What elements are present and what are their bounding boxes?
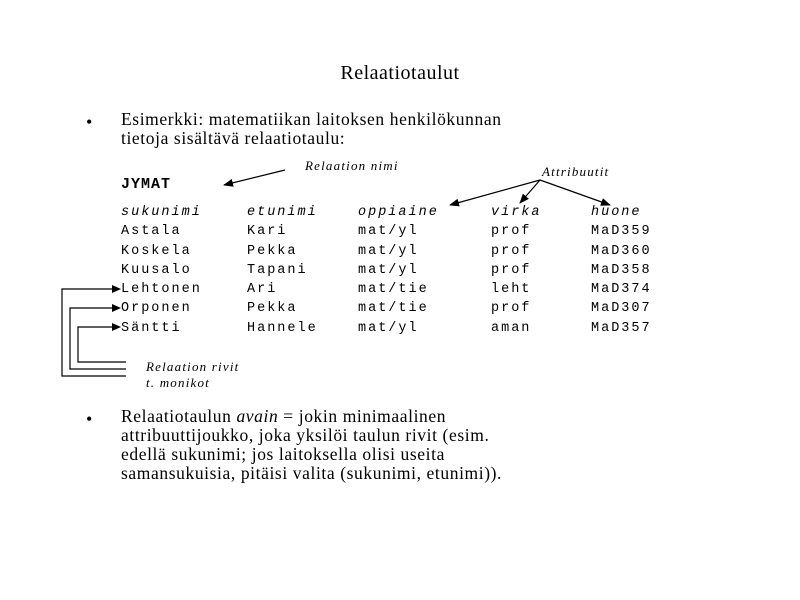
table-cell: mat/yl (358, 243, 419, 259)
table-cell: MaD360 (591, 243, 652, 259)
column-header: huone (591, 205, 642, 220)
table-cell: prof (491, 262, 532, 278)
table-cell: MaD307 (591, 301, 652, 317)
table-cell: Hannele (247, 320, 318, 336)
table-cell: Orponen (121, 301, 192, 317)
attributes-annotation: Attribuutit (542, 164, 610, 179)
column-header: oppiaine (358, 205, 439, 220)
bullet-2-line-2: attribuuttijoukko, joka yksilöi taulun rivit (esim. (121, 425, 490, 445)
bullet-1-line-1: Esimerkki: matematiikan laitoksen henkilökunnan (121, 109, 502, 129)
table-cell: prof (491, 301, 532, 317)
table-cell: leht (491, 282, 532, 298)
table-cell: mat/tie (358, 301, 429, 317)
table-cell: mat/yl (358, 262, 419, 278)
table-cell: Kari (247, 224, 288, 240)
table-cell: Astala (121, 224, 182, 240)
bullet-2-line-4: samansukuisia, pitäisi valita (sukunimi, etunimi)). (121, 463, 503, 483)
attribute-arrow-virka (520, 180, 540, 203)
table-cell: Ari (247, 282, 278, 298)
relation-name-annotation: Relaation nimi (305, 158, 399, 173)
bullet-2-line-1-start: Relaatiotaulun (121, 406, 237, 426)
table-cell: MaD358 (591, 262, 652, 278)
column-header: etunimi (247, 205, 318, 220)
row-arrowhead-orponen (112, 304, 121, 312)
row-arrowhead-santti (112, 323, 121, 331)
table-cell: mat/yl (358, 224, 419, 240)
table-cell: Tapani (247, 262, 308, 278)
relation-name-arrow (224, 170, 285, 185)
bullet-1-marker: • (86, 112, 93, 132)
column-header: sukunimi (121, 205, 202, 220)
relation-rows-line-2: t. monikot (146, 375, 210, 390)
table-cell: Lehtonen (121, 282, 202, 298)
attribute-arrow-oppiaine (450, 180, 540, 205)
table-cell: Kuusalo (121, 262, 192, 278)
table-cell: mat/tie (358, 282, 429, 298)
bullet-2-line-1-end: = jokin minimaalinen (278, 406, 447, 426)
table-cell: Pekka (247, 301, 298, 317)
table-cell: Koskela (121, 243, 192, 259)
table-cell: MaD359 (591, 224, 652, 240)
row-bracket-santti (78, 327, 126, 362)
key-term: avain (236, 406, 279, 426)
table-name: JYMAT (121, 176, 172, 193)
table-cell: mat/yl (358, 320, 419, 336)
page-title: Relaatiotaulut (340, 62, 460, 84)
table-cell: MaD374 (591, 282, 652, 298)
bullet-2-marker: • (86, 409, 93, 429)
table-cell: Säntti (121, 320, 182, 336)
bullet-2-text (121, 407, 502, 483)
table-cell: prof (491, 224, 532, 240)
attribute-arrow-huone (540, 180, 610, 205)
row-bracket-lehtonen (62, 289, 126, 376)
table-cell: prof (491, 243, 532, 259)
table-cell: aman (491, 320, 532, 336)
column-header: virka (491, 205, 542, 220)
table-cell: MaD357 (591, 320, 652, 336)
row-arrowhead-lehtonen (112, 285, 121, 293)
relation-rows-line-1: Relaation rivit (146, 359, 240, 374)
bullet-2-line-1 (121, 407, 502, 426)
bullet-1-line-2: tietoja sisältävä relaatiotaulu: (121, 128, 346, 148)
table-cell: Pekka (247, 243, 298, 259)
bullet-2-line-3: edellä sukunimi; jos laitoksella olisi useita (121, 444, 445, 464)
